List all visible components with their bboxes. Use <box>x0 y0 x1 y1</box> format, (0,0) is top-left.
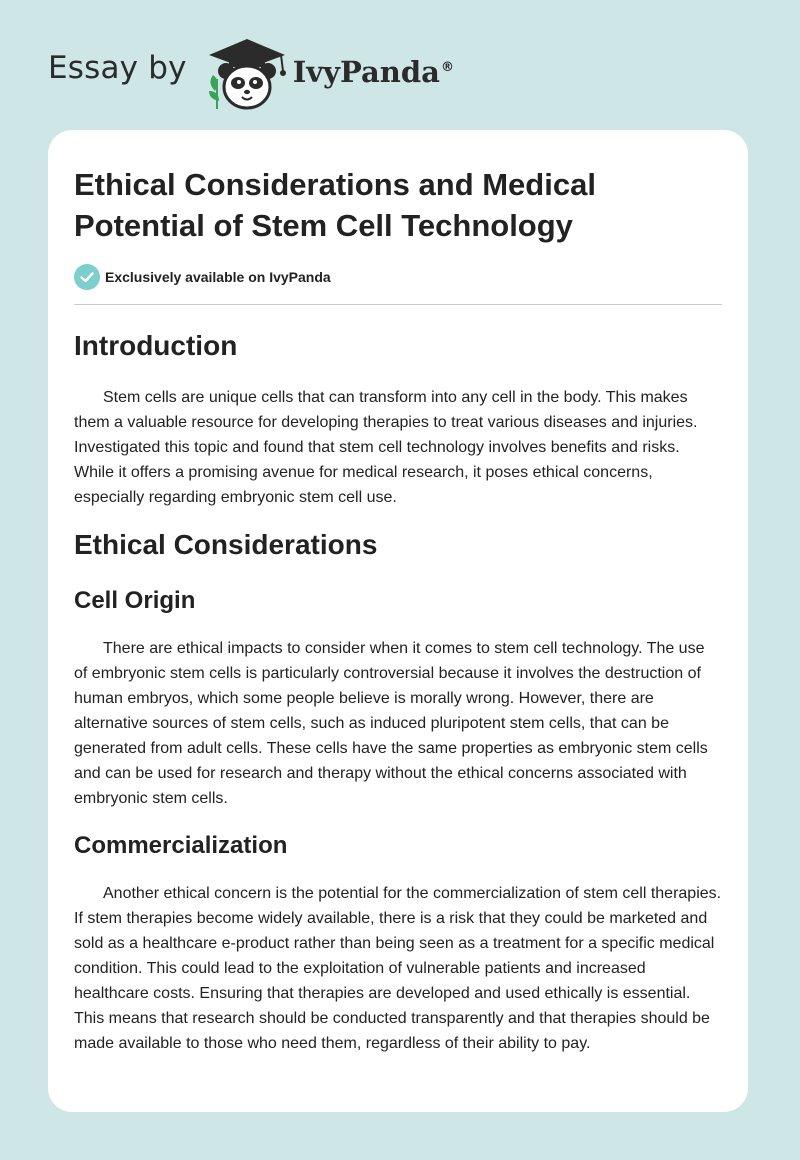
brand-name-text: IvyPanda <box>292 55 440 89</box>
essay-card <box>48 130 748 1112</box>
intro-paragraph: Stem cells are unique cells that can transform into any cell in the body. This makes them a valuable resource for developing therapies to treat various diseases and injuries. Investigated this topic and found that stem cell technology involves benefits and risks. While it offers a promising avenue for medical research, it poses ethical concerns, especially regarding embryonic stem cell use. <box>74 389 698 506</box>
cell-origin-paragraph: There are ethical impacts to consider when it comes to stem cell technology. The use of embryonic stem cells is particularly controversial because it involves the destruction of human embryos, which some people believe is morally wrong. However, there are alternative sources of stem cells, such as induced pluripotent stem cells, that can be generated from adult cells. These cells have the same properties as embryonic stem cells and can be used for research and therapy without the ethical concerns associated with embryonic stem cells. <box>74 640 708 807</box>
exclusive-badge <box>74 264 722 290</box>
essay-content <box>74 164 722 1056</box>
registered-mark: ® <box>440 60 454 76</box>
check-circle-icon <box>74 264 100 290</box>
section-heading-ethical-considerations: Ethical Considerations <box>74 529 378 560</box>
section-heading-introduction: Introduction <box>74 330 238 361</box>
brand-prefix: Essay by <box>48 50 187 86</box>
exclusive-badge-text: Exclusively available on IvyPanda <box>105 269 331 285</box>
subsection-heading-cell-origin: Cell Origin <box>74 587 196 614</box>
brand-name[interactable] <box>293 55 454 89</box>
divider <box>74 304 722 305</box>
page-title: Ethical Considerations and Medical Potential of Stem Cell Technology <box>74 167 596 243</box>
subsection-heading-commercialization: Commercialization <box>74 832 288 859</box>
site-header <box>48 30 454 116</box>
commercialization-paragraph: Another ethical concern is the potential for the commercialization of stem cell therapies. If stem therapies become widely available, there is a risk that they could be marketed and sold as a healthcare e-product rather than being seen as a treatment for a specific medical condition. This could lead to the exploitation of vulnerable patients and increased healthcare costs. Ensuring that therapies are developed and used ethically is essential. This means that research should be conducted transparently and that therapies should be made available to those who need them, regardless of their ability to pay. <box>74 885 722 1052</box>
panda-graduate-icon[interactable] <box>201 33 293 113</box>
